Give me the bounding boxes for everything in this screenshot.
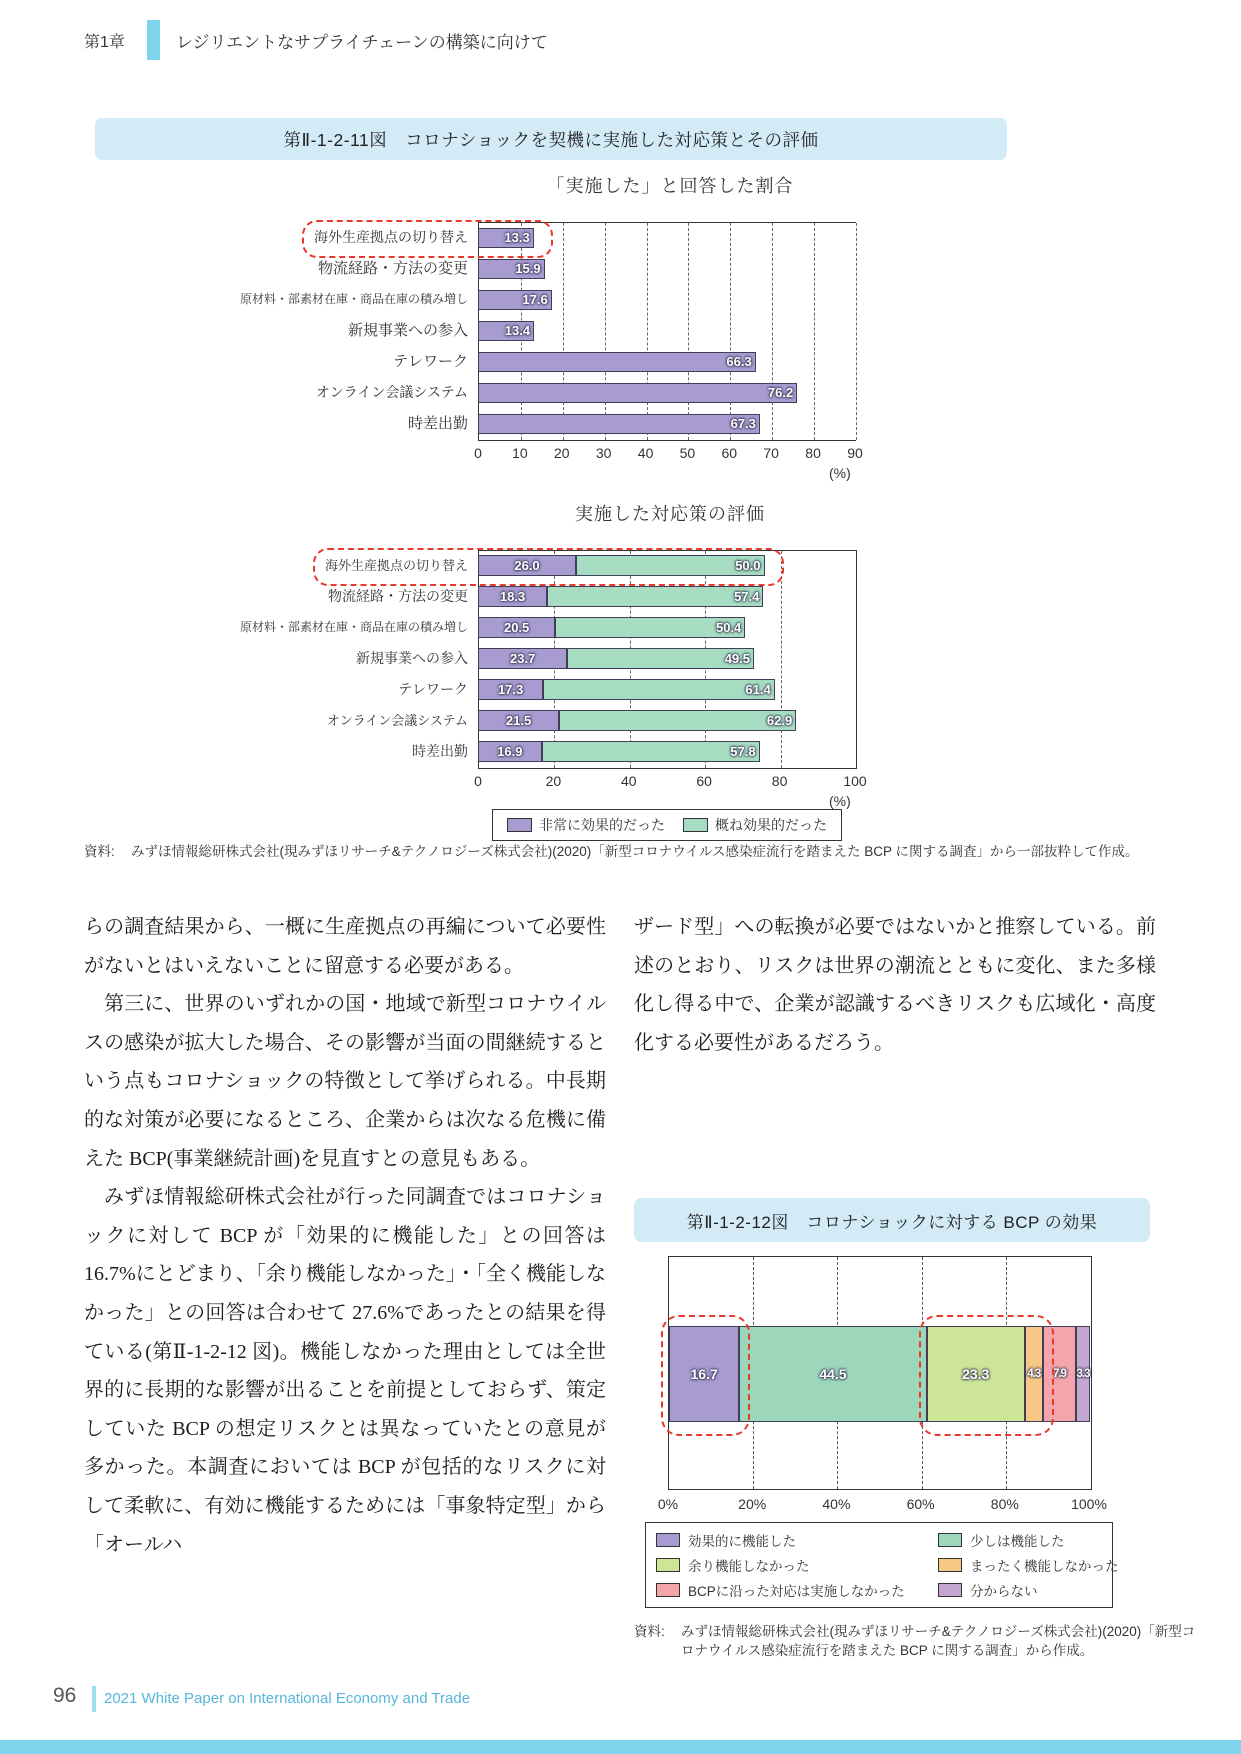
footer-accent-bar	[92, 1686, 96, 1712]
body-paragraph: ザード型」への転換が必要ではないかと推察している。前述のとおり、リスクは世界の潮流とともに変化、また多様化し得る中で、企業が認識するべきリスクも広域化・高度化する必要性があるだろう。	[634, 916, 1156, 1054]
chart2-legend	[492, 809, 842, 841]
chart1-implemented-rate	[86, 222, 863, 481]
figure11-source-note	[84, 842, 1197, 862]
category-label: 新規事業への参入	[347, 322, 468, 339]
value-label: 3.3	[1076, 1368, 1090, 1380]
category-label: 物流経路・方法の変更	[328, 588, 468, 604]
axis-tick-label: 10	[512, 445, 528, 461]
category-label: 原材料・部素材在庫・商品在庫の積み増し	[239, 620, 468, 634]
legend-item	[507, 815, 665, 835]
value-label: 23.3	[962, 1366, 990, 1382]
axis-tick-label: 40	[637, 445, 654, 461]
value-label: 18.3	[499, 589, 526, 604]
chart2-evaluation	[86, 550, 867, 809]
figure12-source-note	[634, 1622, 1203, 1661]
category-label: 海外生産拠点の切り替え	[314, 229, 468, 245]
source-label: 資料:	[84, 844, 115, 859]
chapter-header	[84, 20, 548, 60]
axis-tick-label: 90	[847, 445, 863, 461]
gridline	[781, 551, 782, 768]
axis-tick-label: 80	[805, 445, 821, 461]
legend-item	[683, 815, 827, 835]
legend-label: 効果的に機能した	[688, 1534, 796, 1549]
gridline	[814, 223, 815, 440]
axis-tick-label: 0%	[657, 1496, 679, 1512]
legend-item	[938, 1530, 1119, 1550]
value-label: 21.5	[505, 713, 532, 728]
figure11-title: 第Ⅱ-1-2-11図 コロナショックを契機に実施した対応策とその評価	[283, 129, 819, 150]
body-paragraph: らの調査結果から、一概に生産拠点の再編について必要性がないとはいえないことに留意する必要がある。	[84, 916, 606, 977]
legend-swatch	[656, 1583, 680, 1597]
axis-unit-label: (%)	[829, 793, 851, 809]
page-number: 96	[53, 1684, 77, 1707]
value-label: 67.3	[730, 415, 756, 431]
category-label: オンライン会議システム	[326, 713, 468, 728]
legend-swatch	[656, 1533, 680, 1547]
value-label: 57.4	[734, 589, 760, 604]
axis-tick-label: 100	[843, 773, 867, 789]
highlight-dashed-box	[919, 1315, 1054, 1436]
chapter-title: レジリエントなサプライチェーンの構築に向けて	[175, 32, 548, 52]
axis-tick-label: 40	[621, 773, 637, 789]
value-label: 50.4	[715, 620, 742, 635]
value-label: 16.7	[690, 1366, 718, 1382]
axis-unit-label: (%)	[829, 465, 851, 481]
footer-title: 2021 White Paper on International Economy and Trade	[104, 1690, 471, 1707]
value-label: 66.3	[726, 353, 752, 369]
value-label: 13.4	[504, 322, 531, 338]
axis-tick-label: 80%	[990, 1496, 1019, 1512]
axis-tick-label: 20	[554, 445, 570, 461]
legend-item	[656, 1530, 938, 1550]
value-label: 15.9	[515, 260, 541, 276]
category-label: 時差出勤	[412, 743, 468, 759]
category-label: テレワーク	[393, 353, 468, 370]
value-label: 50.0	[735, 558, 761, 573]
value-label: 4.3	[1027, 1368, 1041, 1380]
legend-swatch	[656, 1558, 680, 1572]
legend-label: 非常に効果的だった	[539, 817, 665, 833]
legend-label: BCPに沿った対応は実施しなかった	[688, 1584, 905, 1599]
legend-swatch	[938, 1583, 962, 1597]
value-label: 17.3	[497, 682, 524, 697]
figure12-axis	[657, 1496, 1107, 1516]
body-paragraph: みずほ情報総研株式会社が行った同調査ではコロナショックに対して BCP が「効果的に機能した」との回答は 16.7%にとどまり、「余り機能しなかった」・「全く機能しなかった」との回答は合わせて 27.6%であったとの結果を得ている(第Ⅱ-1-2-12 図)。機能しなかった理由としては全世界的に長期的な影響が出ることを前提としておらず、策定していた BCP の想定リスクとは異なっていたとの意見が多かった。本調査においては BCP が包括的なリスクに対して柔軟に、有効に機能するためには「事象特定型」から「オールハ	[84, 1186, 606, 1556]
bar-segment	[478, 383, 797, 403]
legend-label: 余り機能しなかった	[688, 1559, 810, 1574]
gridline	[772, 223, 773, 440]
axis-tick-label: 60	[696, 773, 712, 789]
axis-tick-label: 80	[771, 773, 788, 789]
chapter-number: 第1章	[84, 33, 125, 51]
legend-label: まったく機能しなかった	[970, 1559, 1119, 1574]
value-label: 13.3	[504, 229, 530, 245]
category-label: 新規事業への参入	[356, 650, 468, 666]
source-label: 資料:	[634, 1623, 665, 1639]
axis-tick-label: 0	[474, 445, 482, 461]
body-paragraph: 第三に、世界のいずれかの国・地域で新型コロナウイルスの感染が拡大した場合、その影響が当面の間継続するという点もコロナショックの特徴として挙げられる。中長期的な対策が必要になるところ、企業からは次なる危機に備えた BCP(事業継続計画)を見直すとの意見もある。	[84, 993, 606, 1170]
value-label: 17.6	[522, 291, 548, 307]
highlight-dashed-box	[302, 220, 553, 258]
axis-tick-label: 20%	[738, 1496, 767, 1512]
body-right-column	[634, 908, 1156, 1062]
legend-swatch	[507, 818, 532, 832]
category-label: 原材料・部素材在庫・商品在庫の積み増し	[239, 292, 468, 306]
chapter-accent-bar	[147, 20, 160, 60]
figure12-legend	[645, 1522, 1119, 1608]
axis-tick-label: 0	[474, 773, 482, 789]
axis-tick-label: 100%	[1071, 1496, 1107, 1512]
legend-item	[938, 1580, 1119, 1600]
legend-item	[938, 1555, 1119, 1575]
gridline	[605, 223, 606, 440]
category-label: 海外生産拠点の切り替え	[324, 558, 468, 573]
value-label: 23.7	[509, 651, 536, 666]
axis-tick-label: 30	[595, 445, 612, 461]
gridline	[730, 223, 731, 440]
value-label: 20.5	[503, 620, 530, 635]
gridline	[647, 223, 648, 440]
legend-swatch	[683, 818, 708, 832]
legend-swatch	[938, 1558, 962, 1572]
figure12-plot-area	[668, 1256, 1092, 1490]
legend-label: 概ね効果的だった	[715, 817, 827, 833]
axis-tick-label: 20	[545, 773, 562, 789]
figure12-title: 第Ⅱ-1-2-12図 コロナショックに対する BCP の効果	[686, 1212, 1098, 1232]
gridline	[563, 223, 564, 440]
figure11-banner	[95, 118, 1007, 160]
value-label: 7.9	[1052, 1368, 1066, 1380]
category-label: テレワーク	[398, 681, 468, 697]
value-label: 44.5	[819, 1366, 847, 1382]
category-label: 時差出勤	[407, 415, 468, 432]
axis-tick-label: 40%	[822, 1496, 851, 1512]
legend-item	[656, 1555, 938, 1575]
value-label: 26.0	[514, 558, 540, 573]
axis-tick-label: 60%	[906, 1496, 935, 1512]
chart2-legend-wrap	[93, 809, 1241, 841]
value-label: 61.4	[745, 682, 771, 697]
gridline	[856, 223, 857, 440]
value-label: 49.5	[724, 651, 750, 666]
highlight-dashed-box	[313, 548, 784, 586]
figure12-banner	[634, 1198, 1150, 1242]
value-label: 16.9	[497, 744, 523, 759]
page-bottom-strip	[0, 1740, 1241, 1754]
value-label: 57.8	[730, 744, 756, 759]
source-text: みずほ情報総研株式会社(現みずほリサーチ&テクノロジーズ株式会社)(2020)「新型コロナウイルス感染症流行を踏まえた BCP に関する調査」から作成。	[681, 1623, 1196, 1658]
value-label: 76.2	[767, 384, 794, 400]
value-label: 62.9	[766, 713, 793, 728]
body-left-column	[84, 908, 606, 1564]
axis-tick-label: 50	[679, 445, 696, 461]
category-label: 物流経路・方法の変更	[317, 260, 468, 277]
gridline	[688, 223, 689, 440]
highlight-dashed-box	[661, 1315, 750, 1436]
category-label: オンライン会議システム	[315, 384, 468, 400]
axis-tick-label: 60	[721, 445, 738, 461]
legend-swatch	[938, 1533, 962, 1547]
chart1-title: 「実施した」と回答した割合	[546, 176, 794, 196]
legend-label: 少しは機能した	[970, 1534, 1065, 1549]
axis-tick-label: 70	[763, 445, 779, 461]
legend-label: 分からない	[970, 1584, 1038, 1599]
legend-item	[656, 1580, 938, 1600]
source-text: みずほ情報総研株式会社(現みずほリサーチ&テクノロジーズ株式会社)(2020)「新型コロナウイルス感染症流行を踏まえた BCP に関する調査」から一部抜粋して作成。	[131, 844, 1139, 859]
chart2-title: 実施した対応策の評価	[575, 504, 765, 524]
